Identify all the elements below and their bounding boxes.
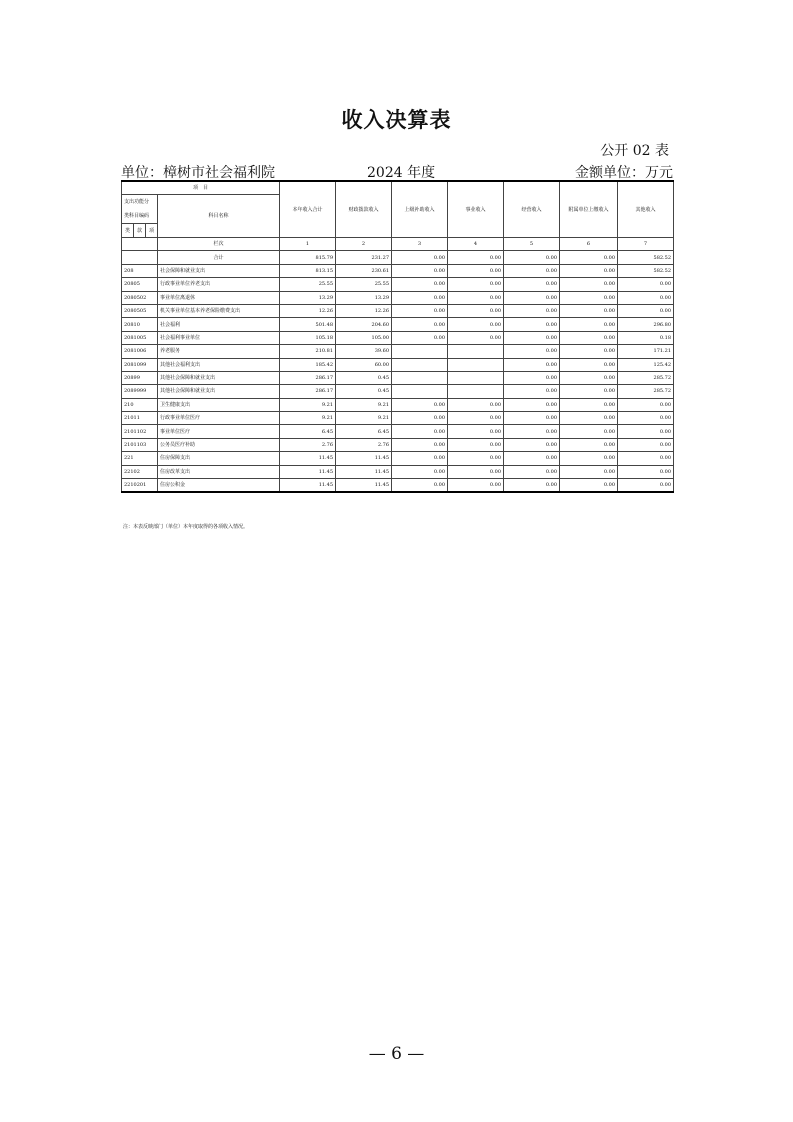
value-cell: 0.00	[448, 264, 504, 277]
table-note: 注：本表反映部门（单位）本年度取得的各项收入情况。	[123, 524, 249, 530]
value-cell: 286.17	[280, 371, 336, 384]
value-cell: 2.76	[336, 438, 392, 451]
value-cell: 0.00	[618, 304, 674, 317]
col-number: 6	[560, 238, 618, 251]
col-header: 其他收入	[618, 181, 674, 238]
report-year: 2024 年度	[367, 165, 436, 181]
total-row	[122, 251, 674, 264]
value-cell: 11.45	[280, 479, 336, 493]
value-cell: 0.00	[560, 452, 618, 465]
table-row	[122, 304, 674, 317]
value-cell: 0.18	[618, 331, 674, 344]
col-number: 5	[504, 238, 560, 251]
value-cell: 230.61	[336, 264, 392, 277]
total-cell: 0.00	[560, 251, 618, 264]
value-cell: 11.45	[280, 452, 336, 465]
value-cell: 0.00	[560, 412, 618, 425]
col-header: 事业收入	[448, 181, 504, 238]
value-cell: 285.72	[618, 385, 674, 398]
value-cell: 105.00	[336, 331, 392, 344]
value-cell: 0.00	[392, 398, 448, 411]
value-cell: 0.00	[560, 385, 618, 398]
table-row	[122, 412, 674, 425]
value-cell: 0.00	[448, 318, 504, 331]
value-cell: 12.26	[280, 304, 336, 317]
value-cell: 0.00	[618, 291, 674, 304]
value-cell: 0.00	[448, 398, 504, 411]
xiang-header: 项	[146, 224, 158, 238]
subject-name: 行政事业单位养老支出	[158, 278, 280, 291]
table-row	[122, 291, 674, 304]
value-cell: 11.45	[336, 452, 392, 465]
subject-code: 20810	[122, 318, 158, 331]
subject-name: 住房公积金	[158, 479, 280, 493]
lanci-label: 栏次	[158, 238, 280, 251]
total-cell: 0.00	[504, 251, 560, 264]
table-row	[122, 345, 674, 358]
value-cell: 813.15	[280, 264, 336, 277]
subject-name: 社会福利	[158, 318, 280, 331]
value-cell: 6.45	[336, 425, 392, 438]
value-cell: 6.45	[280, 425, 336, 438]
value-cell: 0.00	[618, 398, 674, 411]
table-row	[122, 465, 674, 478]
value-cell: 0.00	[560, 304, 618, 317]
value-cell: 39.60	[336, 345, 392, 358]
value-cell: 0.00	[560, 291, 618, 304]
subject-name: 其他社会保障和就业支出	[158, 371, 280, 384]
value-cell: 210.81	[280, 345, 336, 358]
value-cell: 0.00	[504, 412, 560, 425]
subject-code: 2089999	[122, 385, 158, 398]
value-cell: 125.42	[618, 358, 674, 371]
value-cell: 0.00	[560, 479, 618, 493]
table-row	[122, 385, 674, 398]
col-number: 1	[280, 238, 336, 251]
value-cell: 0.00	[448, 304, 504, 317]
value-cell: 0.00	[392, 318, 448, 331]
subject-name: 其他社会保障和就业支出	[158, 385, 280, 398]
page-title: 收入决算表	[341, 108, 452, 132]
subject-code: 2080505	[122, 304, 158, 317]
value-cell: 13.29	[280, 291, 336, 304]
total-cell: 0.00	[392, 251, 448, 264]
col-header: 上级补助收入	[392, 181, 448, 238]
subject-name: 事业单位医疗	[158, 425, 280, 438]
table-row	[122, 479, 674, 493]
value-cell: 0.00	[392, 452, 448, 465]
value-cell: 0.00	[392, 465, 448, 478]
value-cell: 0.00	[560, 358, 618, 371]
table-row	[122, 425, 674, 438]
subject-name: 事业单位离退休	[158, 291, 280, 304]
col-number: 7	[618, 238, 674, 251]
value-cell: 0.00	[504, 318, 560, 331]
form-number: 公开 02 表	[600, 143, 669, 159]
value-cell: 0.00	[560, 278, 618, 291]
value-cell	[448, 371, 504, 384]
value-cell	[392, 371, 448, 384]
value-cell: 0.00	[560, 438, 618, 451]
value-cell: 0.00	[448, 465, 504, 478]
col-number: 4	[448, 238, 504, 251]
table-row	[122, 358, 674, 371]
value-cell: 0.00	[504, 278, 560, 291]
value-cell: 0.00	[560, 318, 618, 331]
value-cell	[448, 358, 504, 371]
value-cell: 0.45	[336, 371, 392, 384]
value-cell: 105.18	[280, 331, 336, 344]
value-cell: 0.00	[448, 438, 504, 451]
subject-code: 20805	[122, 278, 158, 291]
table-row	[122, 264, 674, 277]
unit-name: 单位：樟树市社会福利院	[121, 165, 275, 181]
total-cell: 231.27	[336, 251, 392, 264]
func-class-header	[122, 195, 158, 224]
col-number: 2	[336, 238, 392, 251]
subject-code: 208	[122, 264, 158, 277]
value-cell: 9.21	[336, 412, 392, 425]
subject-name: 养老服务	[158, 345, 280, 358]
value-cell: 0.00	[618, 278, 674, 291]
subject-name: 公务员医疗补助	[158, 438, 280, 451]
value-cell: 0.45	[336, 385, 392, 398]
value-cell: 0.00	[560, 345, 618, 358]
value-cell: 0.00	[618, 479, 674, 493]
value-cell: 501.48	[280, 318, 336, 331]
value-cell: 204.60	[336, 318, 392, 331]
project-header: 项 目	[122, 181, 280, 195]
value-cell: 0.00	[504, 291, 560, 304]
value-cell	[392, 358, 448, 371]
value-cell: 0.00	[392, 278, 448, 291]
subject-code: 210	[122, 398, 158, 411]
subject-code: 221	[122, 452, 158, 465]
value-cell: 0.00	[504, 358, 560, 371]
value-cell	[448, 345, 504, 358]
value-cell: 0.00	[392, 425, 448, 438]
value-cell: 0.00	[392, 331, 448, 344]
table-row	[122, 438, 674, 451]
page-number: — 6 —	[368, 1044, 425, 1064]
value-cell: 0.00	[618, 412, 674, 425]
subject-code: 2081006	[122, 345, 158, 358]
value-cell: 0.00	[448, 278, 504, 291]
subject-name: 社会福利事业单位	[158, 331, 280, 344]
value-cell: 0.00	[504, 465, 560, 478]
income-table	[121, 180, 674, 493]
total-cell: 0.00	[448, 251, 504, 264]
value-cell: 11.45	[336, 465, 392, 478]
subject-code: 2081005	[122, 331, 158, 344]
value-cell: 9.21	[336, 398, 392, 411]
total-cell: 582.52	[618, 251, 674, 264]
subject-name: 社会保障和就业支出	[158, 264, 280, 277]
subject-code: 21011	[122, 412, 158, 425]
subject-name: 机关事业单位基本养老保险缴费支出	[158, 304, 280, 317]
subject-code: 20899	[122, 371, 158, 384]
table-row	[122, 331, 674, 344]
value-cell: 0.00	[618, 438, 674, 451]
value-cell: 0.00	[448, 425, 504, 438]
value-cell: 0.00	[560, 465, 618, 478]
value-cell: 60.00	[336, 358, 392, 371]
value-cell: 285.72	[618, 371, 674, 384]
table-row	[122, 398, 674, 411]
subject-code: 2081099	[122, 358, 158, 371]
subject-code: 2210201	[122, 479, 158, 493]
col-header: 财政拨款收入	[336, 181, 392, 238]
value-cell: 0.00	[504, 345, 560, 358]
value-cell	[448, 385, 504, 398]
subject-name: 住房改革支出	[158, 465, 280, 478]
value-cell: 0.00	[504, 438, 560, 451]
value-cell: 286.17	[280, 385, 336, 398]
value-cell: 0.00	[560, 398, 618, 411]
value-cell: 0.00	[504, 371, 560, 384]
value-cell: 0.00	[560, 331, 618, 344]
name-header: 科目名称	[158, 195, 280, 238]
table-row	[122, 371, 674, 384]
value-cell: 171.21	[618, 345, 674, 358]
value-cell: 0.00	[618, 465, 674, 478]
col-number: 3	[392, 238, 448, 251]
value-cell: 0.00	[392, 264, 448, 277]
kuan-header: 款	[134, 224, 146, 238]
value-cell: 25.55	[280, 278, 336, 291]
value-cell: 0.00	[392, 479, 448, 493]
value-cell: 0.00	[392, 412, 448, 425]
value-cell: 0.00	[560, 264, 618, 277]
value-cell: 0.00	[448, 291, 504, 304]
value-cell: 11.45	[336, 479, 392, 493]
value-cell: 0.00	[504, 425, 560, 438]
value-cell: 9.21	[280, 412, 336, 425]
subject-name: 其他社会福利支出	[158, 358, 280, 371]
total-cell: 815.79	[280, 251, 336, 264]
value-cell: 0.00	[504, 264, 560, 277]
table-row	[122, 318, 674, 331]
value-cell: 0.00	[504, 304, 560, 317]
func-class-line1: 支出功能分	[124, 199, 150, 205]
value-cell: 0.00	[504, 398, 560, 411]
value-cell: 0.00	[504, 385, 560, 398]
value-cell: 582.52	[618, 264, 674, 277]
value-cell: 11.45	[280, 465, 336, 478]
value-cell: 2.76	[280, 438, 336, 451]
value-cell: 13.29	[336, 291, 392, 304]
value-cell: 296.80	[618, 318, 674, 331]
value-cell: 0.00	[560, 371, 618, 384]
col-header: 经营收入	[504, 181, 560, 238]
value-cell: 0.00	[504, 479, 560, 493]
value-cell: 0.00	[560, 425, 618, 438]
value-cell: 0.00	[392, 438, 448, 451]
subject-code: 2101102	[122, 425, 158, 438]
amount-unit: 金额单位：万元	[575, 165, 673, 181]
col-header: 本年收入合计	[280, 181, 336, 238]
value-cell: 0.00	[392, 304, 448, 317]
value-cell: 9.21	[280, 398, 336, 411]
value-cell: 0.00	[448, 479, 504, 493]
value-cell: 25.55	[336, 278, 392, 291]
value-cell: 0.00	[618, 452, 674, 465]
unit-line	[121, 162, 673, 182]
lei-header: 类	[122, 224, 134, 238]
subject-code: 2101103	[122, 438, 158, 451]
subject-code: 22102	[122, 465, 158, 478]
subject-name: 行政事业单位医疗	[158, 412, 280, 425]
subject-code: 2080502	[122, 291, 158, 304]
value-cell	[392, 385, 448, 398]
table-row	[122, 278, 674, 291]
value-cell: 185.42	[280, 358, 336, 371]
subject-name: 住房保障支出	[158, 452, 280, 465]
func-class-line2: 类科目编码	[124, 213, 150, 219]
table-row	[122, 452, 674, 465]
total-label: 合计	[158, 251, 280, 264]
subject-name: 卫生健康支出	[158, 398, 280, 411]
col-header: 附属单位上缴收入	[560, 181, 618, 238]
value-cell: 0.00	[392, 291, 448, 304]
value-cell: 0.00	[448, 452, 504, 465]
value-cell: 0.00	[504, 331, 560, 344]
value-cell: 12.26	[336, 304, 392, 317]
value-cell: 0.00	[448, 331, 504, 344]
value-cell: 0.00	[448, 412, 504, 425]
value-cell	[392, 345, 448, 358]
value-cell: 0.00	[618, 425, 674, 438]
value-cell: 0.00	[504, 452, 560, 465]
